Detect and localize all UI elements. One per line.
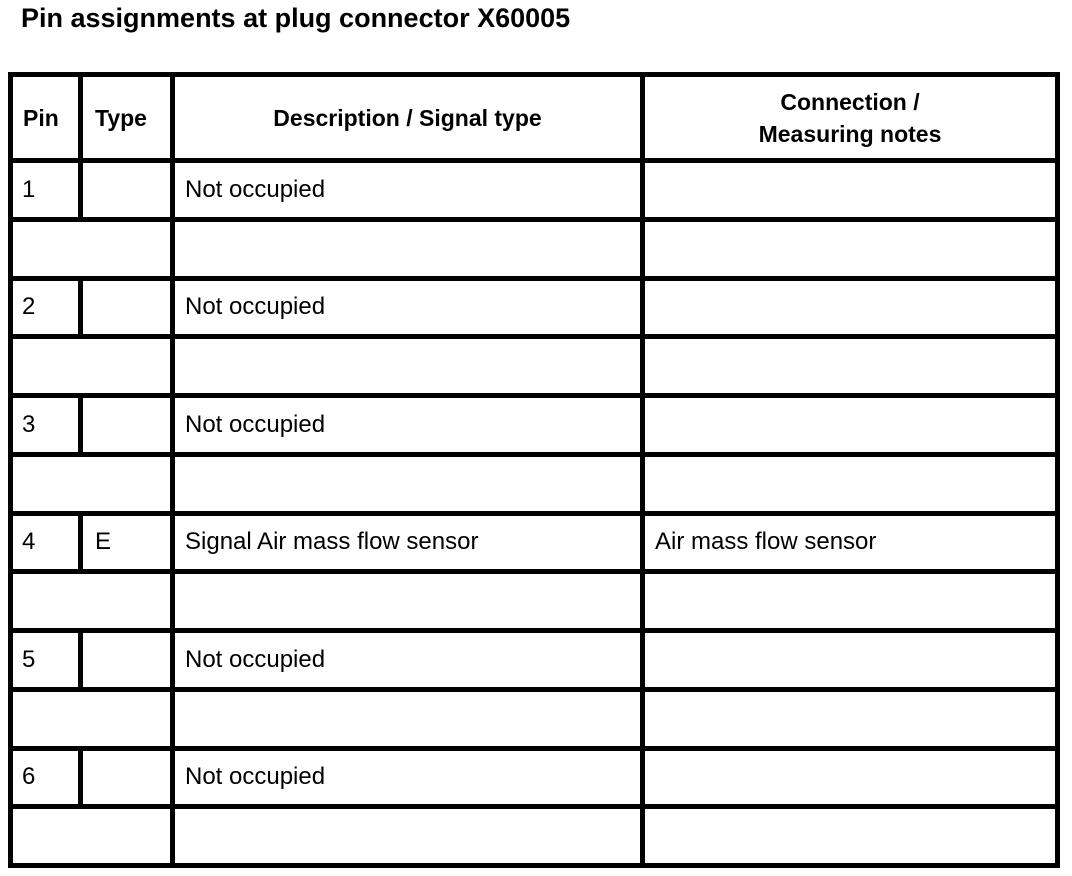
- cell-connection: [643, 161, 1058, 220]
- table-header-row: [11, 75, 1058, 161]
- spacer-cell: [11, 572, 173, 631]
- cell-description: Not occupied: [173, 748, 643, 807]
- table-row: [11, 396, 1058, 455]
- header-description: Description / Signal type: [173, 75, 643, 161]
- cell-type: [81, 278, 173, 337]
- spacer-cell: [11, 219, 173, 278]
- header-type: Type: [81, 75, 173, 161]
- spacer-cell: [173, 689, 643, 748]
- table-spacer-row: [11, 689, 1058, 748]
- spacer-cell: [643, 689, 1058, 748]
- spacer-cell: [643, 219, 1058, 278]
- spacer-cell: [173, 454, 643, 513]
- cell-type: [81, 161, 173, 220]
- cell-pin: 6: [11, 748, 81, 807]
- spacer-cell: [11, 454, 173, 513]
- cell-description: Signal Air mass flow sensor: [173, 513, 643, 572]
- cell-type: E: [81, 513, 173, 572]
- table-spacer-row: [11, 219, 1058, 278]
- spacer-cell: [643, 454, 1058, 513]
- table-row: [11, 278, 1058, 337]
- spacer-cell: [173, 337, 643, 396]
- cell-description: Not occupied: [173, 278, 643, 337]
- spacer-cell: [173, 572, 643, 631]
- spacer-cell: [11, 807, 173, 866]
- header-pin: Pin: [11, 75, 81, 161]
- table-row: [11, 513, 1058, 572]
- pin-assignment-table: [8, 72, 1060, 868]
- cell-description: Not occupied: [173, 631, 643, 690]
- cell-pin: 5: [11, 631, 81, 690]
- cell-pin: 1: [11, 161, 81, 220]
- header-connection-line1: Connection /: [780, 88, 920, 115]
- cell-connection: [643, 278, 1058, 337]
- cell-description: Not occupied: [173, 161, 643, 220]
- spacer-cell: [173, 807, 643, 866]
- table-row: [11, 631, 1058, 690]
- table-row: [11, 748, 1058, 807]
- cell-connection: [643, 631, 1058, 690]
- cell-description: Not occupied: [173, 396, 643, 455]
- spacer-cell: [643, 572, 1058, 631]
- table-row: [11, 161, 1058, 220]
- table-spacer-row: [11, 337, 1058, 396]
- spacer-cell: [643, 337, 1058, 396]
- spacer-cell: [173, 219, 643, 278]
- page-title: Pin assignments at plug connector X60005: [21, 3, 571, 33]
- cell-type: [81, 748, 173, 807]
- spacer-cell: [11, 689, 173, 748]
- header-connection-line2: Measuring notes: [758, 120, 942, 147]
- cell-connection: [643, 396, 1058, 455]
- cell-type: [81, 396, 173, 455]
- table-spacer-row: [11, 807, 1058, 866]
- header-connection: [643, 75, 1058, 161]
- table-spacer-row: [11, 572, 1058, 631]
- cell-pin: 3: [11, 396, 81, 455]
- spacer-cell: [643, 807, 1058, 866]
- cell-connection: Air mass flow sensor: [643, 513, 1058, 572]
- spacer-cell: [11, 337, 173, 396]
- cell-connection: [643, 748, 1058, 807]
- cell-type: [81, 631, 173, 690]
- cell-pin: 2: [11, 278, 81, 337]
- cell-pin: 4: [11, 513, 81, 572]
- table-spacer-row: [11, 454, 1058, 513]
